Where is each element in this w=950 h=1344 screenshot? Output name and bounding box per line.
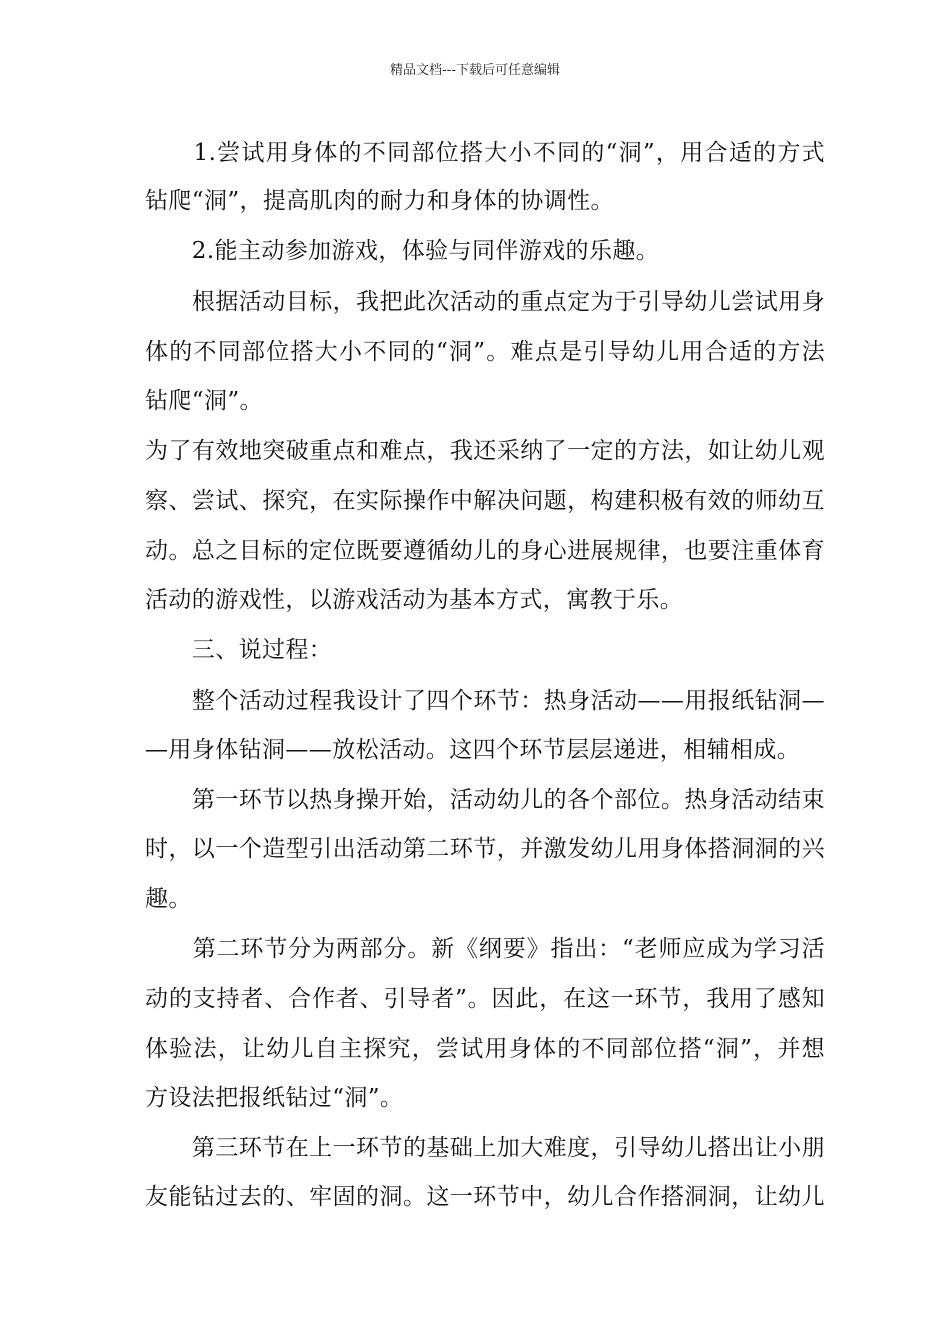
text-line: 时，以一个造型引出活动第二环节，并激发幼儿用身体搭洞洞的兴 bbox=[145, 836, 825, 862]
page-header: 精品文档---下载后可任意编辑 bbox=[389, 63, 561, 78]
text-line: 方设法把报纸钻过“洞”。 bbox=[145, 1085, 404, 1111]
text-line: 察、尝试、探究，在实际操作中解决问题，构建积极有效的师幼互 bbox=[145, 488, 825, 514]
text-line: 友能钻过去的、牢固的洞。这一环节中，幼儿合作搭洞洞，让幼儿 bbox=[145, 1184, 825, 1210]
text-line: 动的支持者、合作者、引导者”。因此，在这一环节，我用了感知 bbox=[145, 986, 825, 1012]
text-line: 体验法，让幼儿自主探究，尝试用身体的不同部位搭“洞”，并想 bbox=[145, 1036, 825, 1062]
text-line: 第一环节以热身操开始，活动幼儿的各个部位。热身活动结束 bbox=[145, 787, 825, 813]
text-line: 钻爬“洞”。 bbox=[145, 388, 263, 414]
text-line: 为了有效地突破重点和难点，我还采纳了一定的方法，如让幼儿观 bbox=[145, 438, 825, 464]
text-line: 活动的游戏性，以游戏活动为基本方式，寓教于乐。 bbox=[145, 587, 684, 613]
text-line: 钻爬“洞”，提高肌肉的耐力和身体的协调性。 bbox=[145, 188, 614, 214]
text-line: 整个活动过程我设计了四个环节：热身活动——用报纸钻洞— bbox=[145, 688, 825, 714]
text-line: 趣。 bbox=[145, 886, 192, 912]
text-line: 动。总之目标的定位既要遵循幼儿的身心进展规律，也要注重体育 bbox=[145, 538, 825, 564]
text-line: 2.能主动参加游戏，体验与同伴游戏的乐趣。 bbox=[145, 238, 660, 264]
text-line: —用身体钻洞——放松活动。这四个环节层层递进，相辅相成。 bbox=[145, 737, 801, 763]
text-line: 根据活动目标，我把此次活动的重点定为于引导幼儿尝试用身 bbox=[145, 289, 825, 315]
text-line: 第三环节在上一环节的基础上加大难度，引导幼儿搭出让小朋 bbox=[145, 1135, 825, 1161]
section-heading: 三、说过程： bbox=[145, 637, 333, 663]
text-line: 1.尝试用身体的不同部位搭大小不同的“洞”，用合适的方式 bbox=[145, 140, 825, 166]
text-line: 体的不同部位搭大小不同的“洞”。难点是引导幼儿用合适的方法 bbox=[145, 339, 825, 365]
text-line: 第二环节分为两部分。新《纲要》指出：“老师应成为学习活 bbox=[145, 936, 825, 962]
